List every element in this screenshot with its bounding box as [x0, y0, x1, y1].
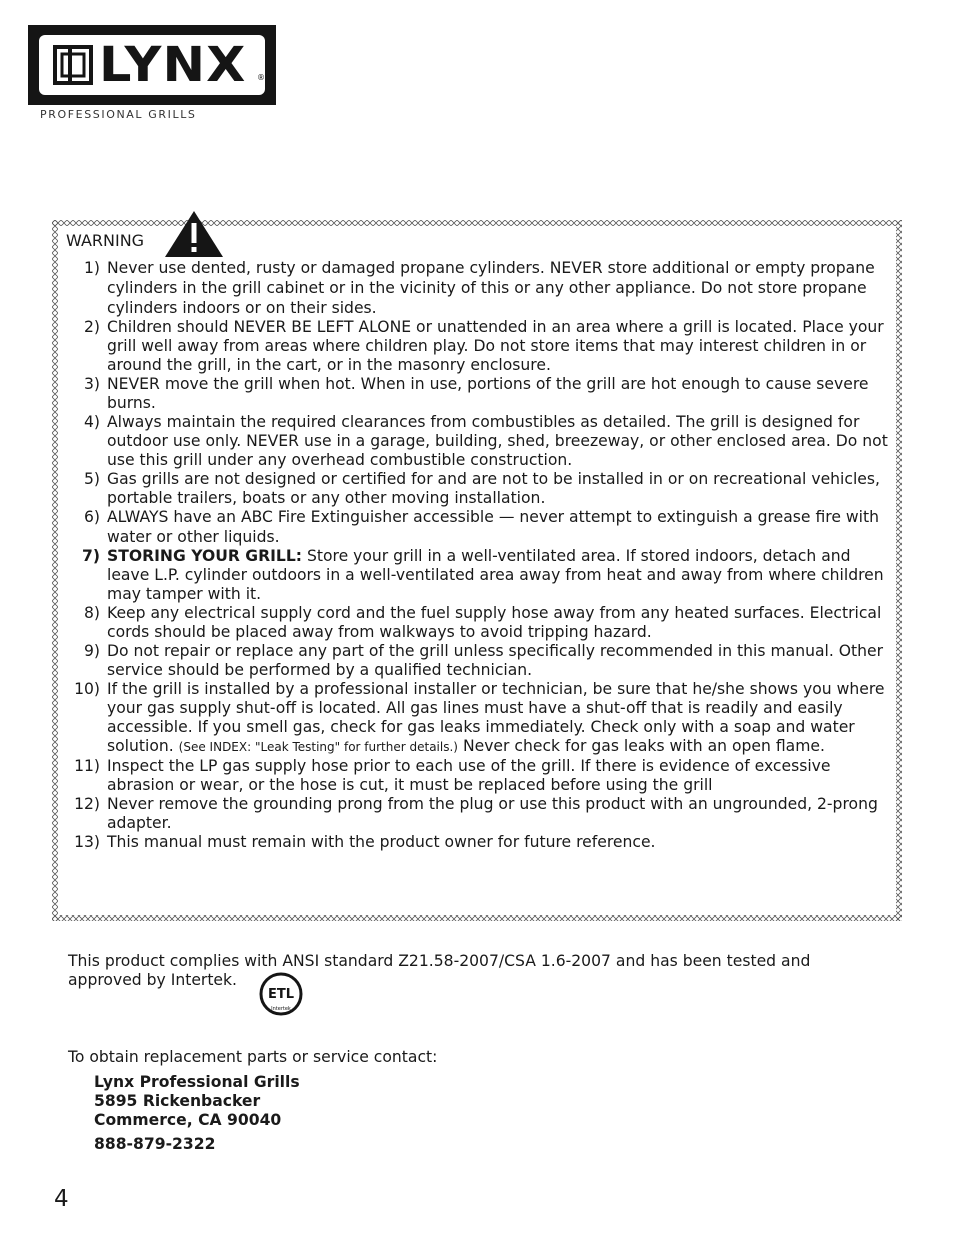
item-number: 11) [74, 757, 100, 776]
item-number: 8) [83, 603, 100, 622]
warning-heading: WARNING [66, 231, 145, 250]
contact-intro: To obtain replacement parts or service contact: [68, 1048, 438, 1066]
warning-triangle-icon [163, 209, 225, 259]
item-text: Never use dented, rusty or damaged propane cylinders. NEVER store additional or empty propane cylinders in the grill cabinet or in the vicinity of this or any other appliance. Do not store propane cylinders indoors or on their sides. [107, 259, 875, 317]
item-text: Children should NEVER BE LEFT ALONE or unattended in an area where a grill is located. Place your grill well away from areas where children play. Do not store items that may interest children in or around the grill, in the cart, or in the masonry enclosure. [107, 318, 884, 375]
item-text: Store your grill in a well-ventilated area. If stored indoors, detach and leave L.P. cylinder outdoors in a well-ventilated area away from heat and away from where children may tamper with it. [107, 546, 884, 603]
etl-mark-subtext: Intertek [271, 1006, 291, 1012]
list-item [60, 795, 892, 833]
page-number: 4 [54, 1186, 69, 1212]
item-text: Never remove the grounding prong from the plug or use this product with an ungrounded, 2-prong adapter. [107, 795, 878, 833]
item-text: If the grill is installed by a professional installer or technician, be sure that he/she shows you where your gas supply shut-off is located. All gas lines must have a shut-off that is readily and easily accessible. If you smell gas, check for gas leaks immediately. Check only with a soap and water solution. [107, 679, 885, 756]
list-item [60, 547, 892, 604]
item-number: 5) [83, 470, 100, 489]
list-item [60, 680, 892, 757]
logo-registered: ® [257, 73, 265, 82]
item-number: 3) [83, 375, 100, 394]
item-text-tail: Never check for gas leaks with an open flame. [457, 737, 825, 756]
list-item [60, 508, 892, 546]
list-item [60, 413, 892, 470]
item-text: Keep any electrical supply cord and the fuel supply hose away from any heated surfaces. Electrical cords should be placed away from walkways to avoid tripping hazard. [107, 603, 882, 641]
list-item [60, 833, 892, 852]
list-item [60, 642, 892, 680]
item-text: Do not repair or replace any part of the grill unless specifically recommended in this manual. Other service should be performed by a qualified technician. [107, 641, 884, 679]
item-number: 4) [83, 413, 100, 432]
list-item [60, 258, 892, 318]
list-item [60, 757, 892, 795]
city-state-zip: Commerce, CA 90040 [94, 1111, 282, 1129]
item-text: NEVER move the grill when hot. When in use, portions of the grill are hot enough to cause severe burns. [107, 375, 869, 413]
contact-phone: 888-879-2322 [94, 1135, 216, 1153]
logo-inner-panel [39, 35, 265, 95]
item-text: Gas grills are not designed or certified for and are not to be installed in or on recreational vehicles, portable trailers, boats or any other moving installation. [107, 470, 880, 508]
item-bold-lead: STORING YOUR GRILL: [107, 546, 303, 565]
item-number: 6) [83, 508, 100, 527]
street-address: 5895 Rickenbacker [94, 1092, 261, 1110]
list-item [60, 375, 892, 413]
item-text: Always maintain the required clearances from combustibles as detailed. The grill is designed for outdoor use only. NEVER use in a garage, building, shed, breezeway, or other enclosed area. Do not use this grill under any overhead combustible construction. [107, 413, 888, 470]
contact-address [94, 1073, 300, 1130]
warning-list [60, 258, 892, 852]
item-text: Inspect the LP gas supply hose prior to each use of the grill. If there is evidence of excessive abrasion or wear, or the hose is cut, it must be replaced before using the grill [107, 757, 831, 795]
logo-brand: LYNX [99, 37, 247, 93]
item-note: (See INDEX: "Leak Testing" for further details.) [178, 740, 458, 755]
item-number: 12) [74, 795, 100, 814]
item-number: 10) [74, 679, 100, 698]
etl-certification-icon [259, 972, 303, 1016]
item-number: 7) [82, 546, 100, 565]
item-number: 9) [83, 641, 100, 660]
lynx-logo-mark-icon [53, 45, 93, 85]
list-item [60, 604, 892, 642]
item-number: 1) [83, 259, 100, 277]
etl-mark-text: ETL [267, 987, 295, 1002]
item-text: This manual must remain with the product owner for future reference. [107, 833, 656, 852]
logo-tagline: PROFESSIONAL GRILLS [40, 108, 197, 121]
company-name: Lynx Professional Grills [94, 1073, 300, 1091]
item-number: 2) [83, 318, 100, 336]
compliance-statement: This product complies with ANSI standard Z21.58-2007/CSA 1.6-2007 and has been tested and approved by Intertek. [68, 952, 811, 989]
lynx-logo [28, 25, 276, 105]
item-text: ALWAYS have an ABC Fire Extinguisher accessible — never attempt to extinguish a grease fire with water or other liquids. [107, 508, 879, 546]
item-number: 13) [74, 833, 100, 852]
list-item [60, 470, 892, 508]
list-item [60, 318, 892, 375]
